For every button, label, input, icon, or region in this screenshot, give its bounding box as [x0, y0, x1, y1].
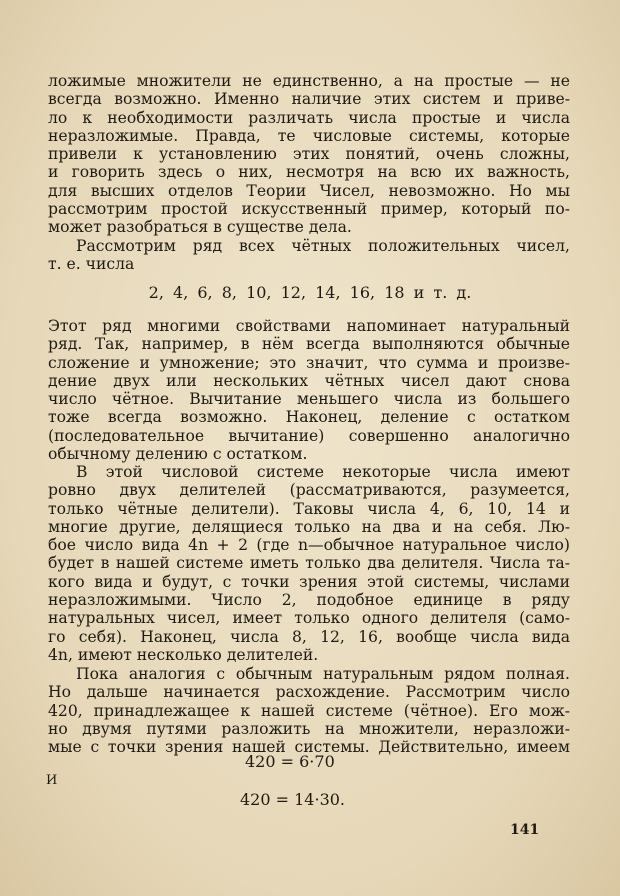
text-line: 4n, имеют несколько делителей.: [48, 645, 319, 664]
page-number: 141: [510, 822, 540, 838]
text-line: ло к необходимости различать числа простые и числа: [48, 108, 570, 127]
text-line: и говорить здесь о них, несмотря на всю их важность,: [48, 163, 570, 182]
text-line: ложимые множители не единственно, а на простые — не: [48, 72, 570, 90]
even-number-sequence: 2, 4, 6, 8, 10, 12, 14, 16, 18 и т. д.: [148, 283, 472, 302]
paragraph-3: [48, 317, 570, 463]
text-line: неразложимые. Правда, те числовые системы, которые: [48, 126, 570, 145]
paragraph-4: [48, 463, 570, 664]
text-line: (последовательное вычитание) совершенно аналогично: [48, 426, 570, 445]
paragraph-5: [48, 665, 570, 756]
text-line: Пока аналогия с обычным натуральным рядом полная.: [76, 665, 570, 683]
text-line: привели к установлению этих понятий, очень сложны,: [48, 145, 570, 164]
text-line: неразложимыми. Число 2, подобное единице в ряду: [48, 591, 570, 610]
text-line: натуральных чисел, имеет только одного делителя (само-: [48, 609, 570, 628]
paragraph-1: [48, 72, 570, 237]
text-line: В этой числовой системе некоторые числа имеют: [76, 463, 570, 481]
text-line: всегда возможно. Именно наличие этих систем и приве-: [48, 90, 570, 109]
text-line: Но дальше начинается расхождение. Рассмотрим число: [48, 683, 570, 702]
equation-2: 420 = 14·30.: [240, 790, 346, 809]
text-line: дение двух или нескольких чётных чисел дают снова: [48, 371, 570, 390]
text-line: 420, принадлежащее к нашей системе (чётное). Его мож-: [48, 701, 570, 720]
text-line: ровно двух делителей (рассматриваются, разумеется,: [48, 481, 570, 500]
text-line: Рассмотрим ряд всех чётных положительных чисел,: [76, 237, 570, 255]
text-line: тоже всегда возможно. Наконец, деление с остатком: [48, 408, 570, 427]
text-line: может разобраться в существе дела.: [48, 218, 352, 237]
text-line: бое число вида 4n + 2 (где n—обычное натуральное число): [48, 536, 570, 555]
text-line: сложение и умножение; это значит, что сумма и произве-: [48, 353, 570, 372]
marginal-mark: И: [46, 773, 58, 788]
text-line: многие другие, делящиеся только на два и на себя. Лю-: [48, 517, 570, 536]
text-line: кого вида и будут, с точки зрения этой системы, числами: [48, 572, 570, 591]
text-line: для высших отделов Теории Чисел, невозможно. Но мы: [48, 181, 570, 200]
text-line: только чётные делители). Таковы числа 4, 6, 10, 14 и: [48, 499, 570, 518]
paragraph-2: [48, 237, 570, 274]
text-line: ряд. Так, например, в нём всегда выполняются обычные: [48, 335, 570, 354]
text-line: рассмотрим простой искусственный пример, который по-: [48, 200, 570, 219]
text-line: го себя). Наконец, числа 8, 12, 16, вообще числа вида: [48, 627, 570, 646]
text-line: но двумя путями разложить на множители, неразложи-: [48, 719, 570, 738]
text-line: число чётное. Вычитание меньшего числа из большего: [48, 390, 570, 409]
equation-1: 420 = 6·70: [245, 752, 335, 771]
text-line: будет в нашей системе иметь только два делителя. Числа та-: [48, 554, 570, 573]
text-line: т. е. числа: [48, 255, 135, 274]
text-line: Этот ряд многими свойствами напоминает натуральный: [48, 317, 570, 335]
text-line: обычному делению с остатком.: [48, 445, 308, 464]
text-line: мые с точки зрения нашей системы. Действительно, имеем: [48, 738, 570, 757]
